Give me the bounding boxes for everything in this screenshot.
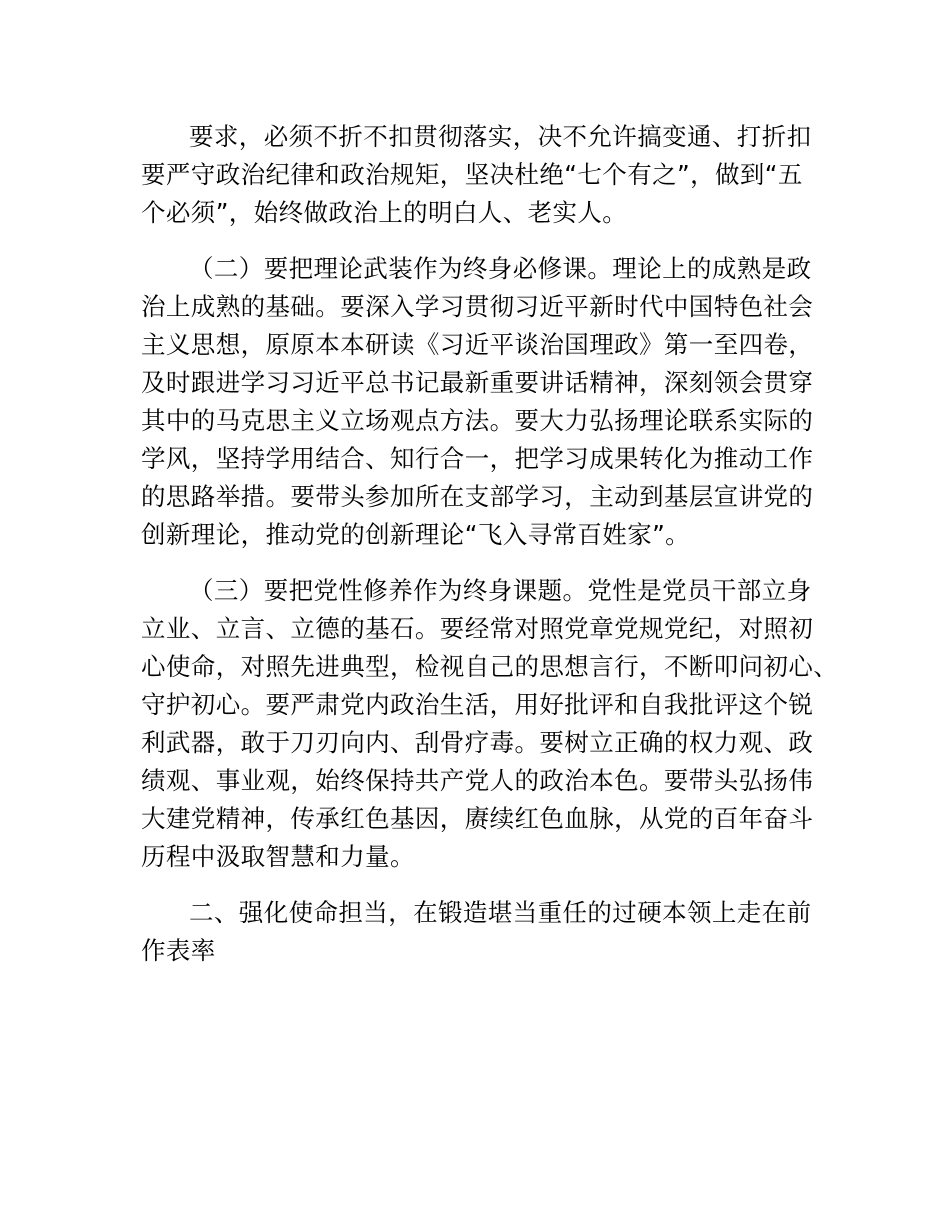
text-line: 及时跟进学习习近平总书记最新重要讲话精神，深刻领会贯穿 (141, 368, 814, 397)
paragraph-3 (141, 572, 839, 876)
text-line: 主义思想，原原本本研读《习近平谈治国理政》第一至四卷， (141, 330, 814, 359)
text-line: 要求，必须不折不扣贯彻落实，决不允许搞变通、打折扣 (189, 122, 812, 151)
section-heading-2 (141, 894, 831, 970)
text-line: 创新理论，推动党的创新理论“飞入寻常百姓家”。 (141, 520, 691, 549)
text-line: 大建党精神，传承红色基因，赓续红色血脉，从党的百年奋斗 (141, 804, 814, 833)
paragraph-spacer (141, 876, 831, 894)
text-line: （三）要把党性修养作为终身课题。党性是党员干部立身 (189, 576, 812, 605)
text-line: 二、强化使命担当，在锻造堪当重任的过硬本领上走在前 (189, 898, 812, 927)
text-line: 的思路举措。要带头参加所在支部学习，主动到基层宣讲党的 (141, 482, 814, 511)
text-line: 绩观、事业观，始终保持共产党人的政治本色。要带头弘扬伟 (141, 766, 814, 795)
text-line: 守护初心。要严肃党内政治生活，用好批评和自我批评这个锐 (141, 690, 814, 719)
text-line: 要严守政治纪律和政治规矩，坚决杜绝“七个有之”，做到“五 (141, 160, 803, 189)
text-line: 利武器，敢于刀刃向内、刮骨疗毒。要树立正确的权力观、政 (141, 728, 814, 757)
text-line: 个必须”，始终做政治上的明白人、老实人。 (141, 198, 628, 227)
text-line: 其中的马克思主义立场观点方法。要大力弘扬理论联系实际的 (141, 406, 814, 435)
text-line: 学风，坚持学用结合、知行合一，把学习成果转化为推动工作 (141, 444, 814, 473)
text-line: 心使命，对照先进典型，检视自己的思想言行，不断叩问初心、 (141, 652, 839, 681)
paragraph-spacer (141, 232, 831, 250)
paragraph-spacer (141, 554, 831, 572)
document-body (141, 118, 839, 970)
text-line: 历程中汲取智慧和力量。 (141, 842, 415, 871)
paragraph-1 (141, 118, 831, 232)
text-line: （二）要把理论武装作为终身必修课。理论上的成熟是政 (189, 254, 812, 283)
paragraph-2 (141, 250, 831, 554)
text-line: 治上成熟的基础。要深入学习贯彻习近平新时代中国特色社会 (141, 292, 814, 321)
text-line: 立业、立言、立德的基石。要经常对照党章党规党纪，对照初 (141, 614, 814, 643)
text-line: 作表率 (141, 936, 216, 965)
